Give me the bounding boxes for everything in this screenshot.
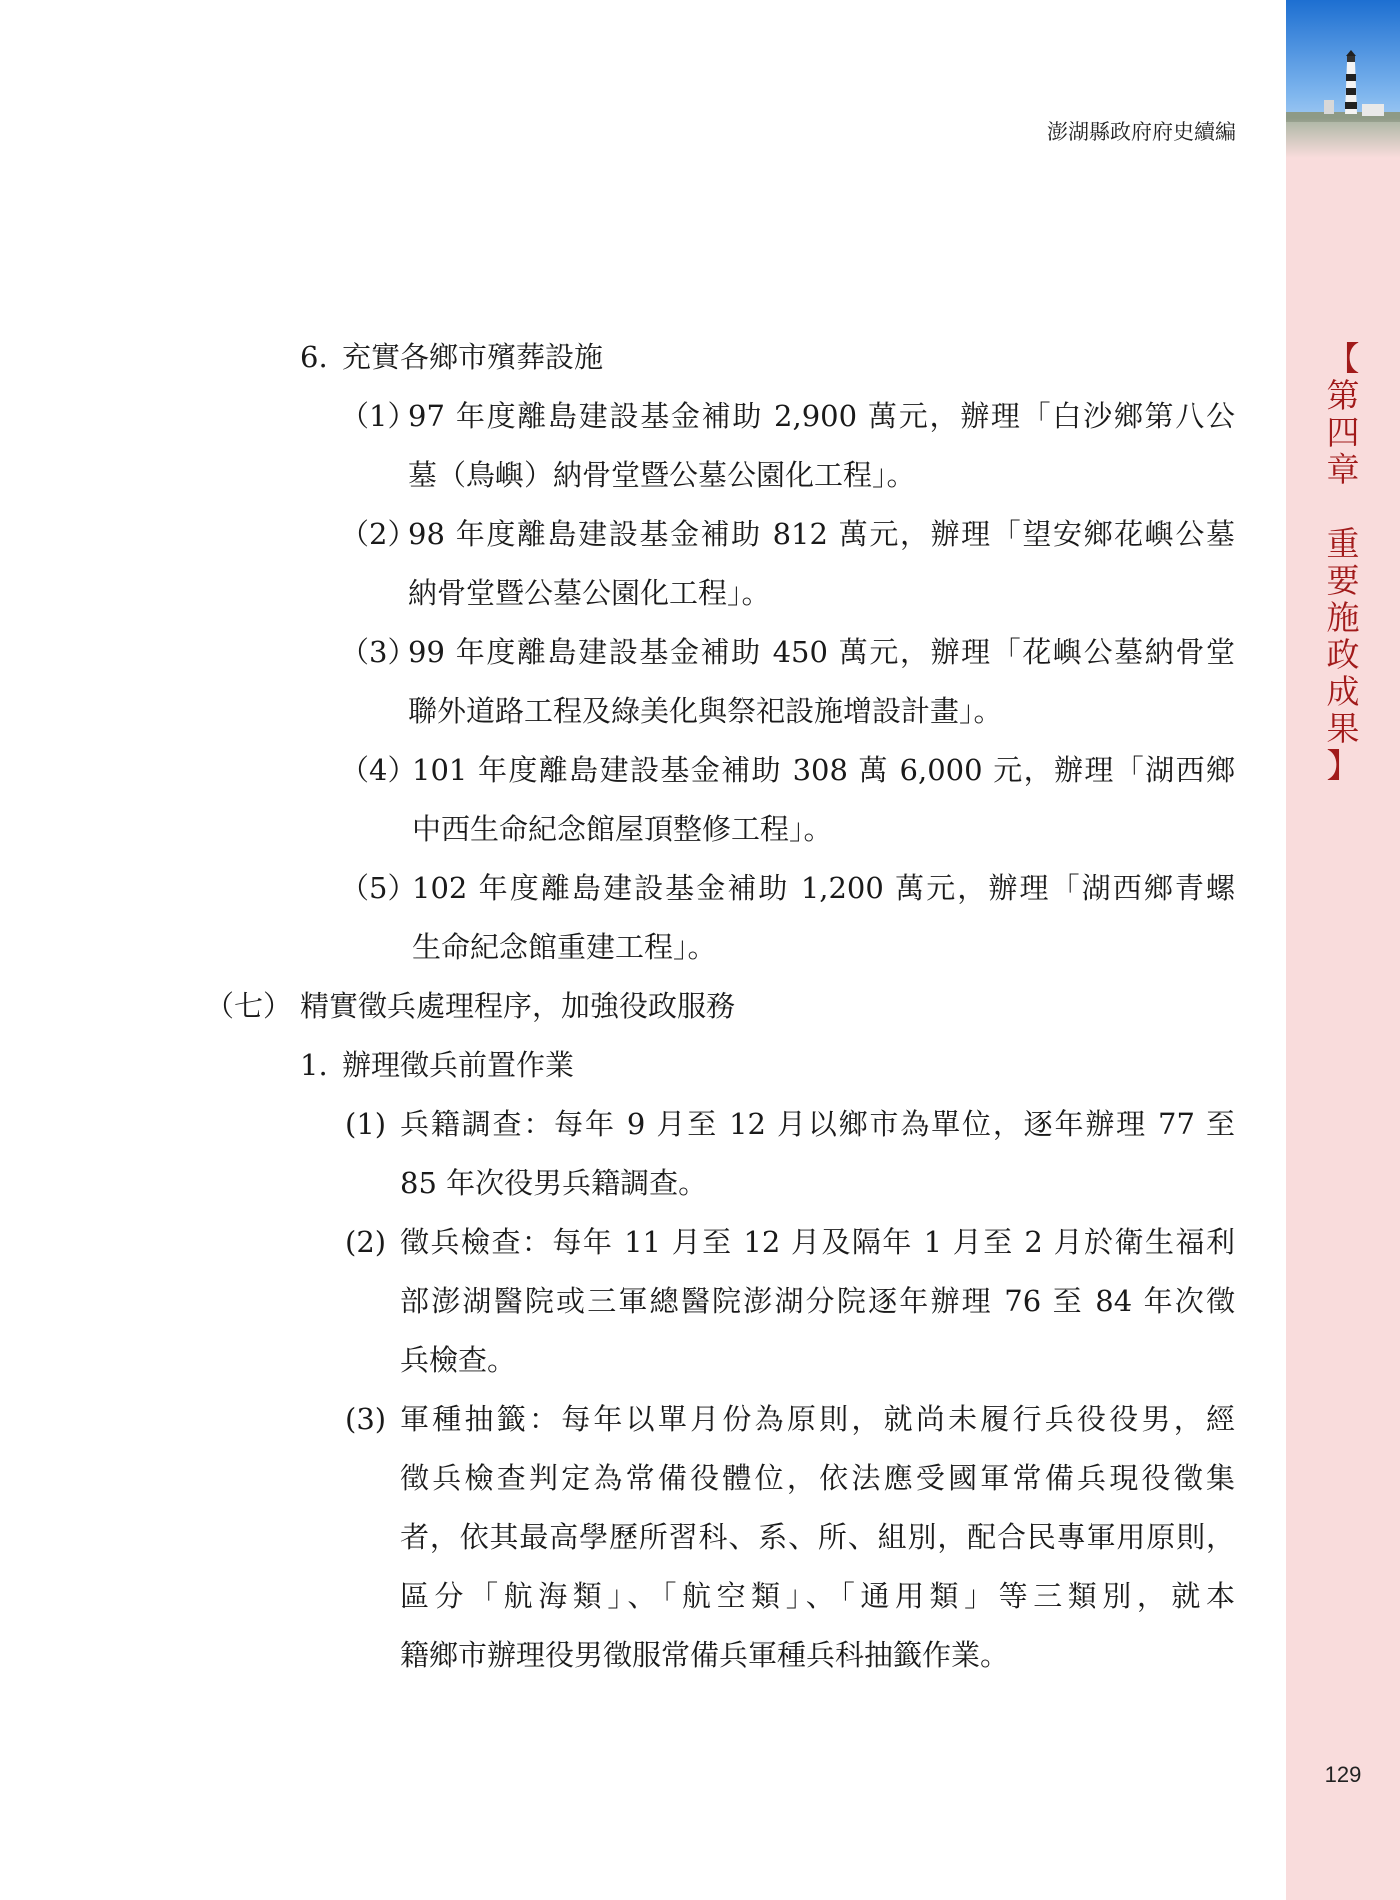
- chapter-char: 四: [1326, 413, 1360, 452]
- item-text: 軍種抽籤：每年以單月份為原則，就尚未履行兵役役男，經: [400, 1402, 1235, 1436]
- chapter-side-strip: [1286, 0, 1400, 1900]
- item-text: 101 年度離島建設基金補助 308 萬 6,000 元，辦理「湖西鄉: [412, 753, 1235, 787]
- item-text: 區分「航海類」、「航空類」、「通用類」等三類別，就本: [400, 1579, 1235, 1613]
- list-item: [205, 741, 1235, 800]
- list-item: [205, 1213, 1235, 1272]
- section-title: 充實各鄉市殯葬設施: [342, 340, 604, 374]
- item-text: 兵檢查。: [400, 1343, 517, 1377]
- chapter-char: 重: [1326, 524, 1360, 563]
- list-item: [205, 387, 1235, 446]
- item-text: 籍鄉市辦理役男徵服常備兵軍種兵科抽籤作業。: [400, 1638, 1010, 1672]
- chapter-char: 第: [1326, 376, 1360, 415]
- list-item-continuation: [205, 1331, 1235, 1390]
- chapter-tab: [1308, 340, 1378, 784]
- lighthouse-photo: [1286, 0, 1400, 158]
- item-text: 97 年度離島建設基金補助 2,900 萬元，辦理「白沙鄉第八公: [408, 399, 1235, 433]
- chapter-char: 章: [1326, 450, 1360, 489]
- chapter-char: 成: [1326, 672, 1360, 711]
- list-item-continuation: [205, 1154, 1235, 1213]
- list-item-continuation: [205, 1567, 1235, 1626]
- item-text: 者，依其最高學歷所習科、系、所、組別，配合民專軍用原則，: [400, 1520, 1235, 1554]
- chapter-char: 】: [1326, 746, 1360, 785]
- subsection-number: 1.: [300, 1048, 328, 1082]
- section-number: 6.: [300, 340, 328, 374]
- chapter-char: 施: [1326, 598, 1360, 637]
- list-item-continuation: [205, 1449, 1235, 1508]
- subsection-heading: [205, 1036, 1235, 1095]
- item-marker: (3): [345, 1402, 387, 1436]
- chapter-char: 果: [1326, 709, 1360, 748]
- running-header: 澎湖縣政府府史續編: [1047, 120, 1236, 144]
- item-text: 102 年度離島建設基金補助 1,200 萬元，辦理「湖西鄉青螺: [412, 871, 1235, 905]
- item-marker: （4）: [340, 753, 417, 787]
- list-item-continuation: [205, 1272, 1235, 1331]
- item-text: 墓（鳥嶼）納骨堂暨公墓公園化工程」。: [408, 458, 916, 492]
- item-marker: （3）: [340, 635, 417, 669]
- chapter-char: 要: [1326, 561, 1360, 600]
- item-text: 生命紀念館重建工程」。: [412, 930, 717, 964]
- item-marker: (2): [345, 1225, 387, 1259]
- list-item: [205, 1095, 1235, 1154]
- section-marker: （七）: [205, 989, 293, 1023]
- list-item: [205, 1390, 1235, 1449]
- list-item-continuation: [205, 446, 1235, 505]
- subsection-title: 辦理徵兵前置作業: [342, 1048, 575, 1082]
- item-text: 部澎湖醫院或三軍總醫院澎湖分院逐年辦理 76 至 84 年次徵: [400, 1284, 1235, 1318]
- page-number: 129: [1324, 1762, 1362, 1787]
- section-heading: [205, 328, 1235, 387]
- item-text: 中西生命紀念館屋頂整修工程」。: [412, 812, 833, 846]
- item-text: 兵籍調查：每年 9 月至 12 月以鄉市為單位，逐年辦理 77 至: [400, 1107, 1235, 1141]
- list-item-continuation: [205, 918, 1235, 977]
- list-item: [205, 859, 1235, 918]
- list-item-continuation: [205, 1508, 1235, 1567]
- item-text: 納骨堂暨公墓公園化工程」。: [408, 576, 771, 610]
- item-marker: （1）: [340, 399, 417, 433]
- item-marker: （2）: [340, 517, 417, 551]
- list-item-continuation: [205, 564, 1235, 623]
- section-heading: [205, 977, 1235, 1036]
- item-marker: （5）: [340, 871, 417, 905]
- list-item: [205, 505, 1235, 564]
- item-text: 99 年度離島建設基金補助 450 萬元，辦理「花嶼公墓納骨堂: [408, 635, 1235, 669]
- list-item-continuation: [205, 800, 1235, 859]
- list-item-continuation: [205, 682, 1235, 741]
- document-body: [205, 328, 1235, 1685]
- item-marker: (1): [345, 1107, 387, 1141]
- section-title: 精實徵兵處理程序，加強役政服務: [300, 989, 736, 1023]
- item-text: 徵兵檢查判定為常備役體位，依法應受國軍常備兵現役徵集: [400, 1461, 1235, 1495]
- list-item-continuation: [205, 1626, 1235, 1685]
- chapter-char: 政: [1326, 635, 1360, 674]
- list-item: [205, 623, 1235, 682]
- item-text: 85 年次役男兵籍調查。: [400, 1166, 708, 1200]
- item-text: 聯外道路工程及綠美化與祭祀設施增設計畫」。: [408, 694, 1003, 728]
- item-text: 98 年度離島建設基金補助 812 萬元，辦理「望安鄉花嶼公墓: [408, 517, 1235, 551]
- item-text: 徵兵檢查：每年 11 月至 12 月及隔年 1 月至 2 月於衛生福利: [400, 1225, 1235, 1259]
- chapter-char: 【: [1326, 339, 1360, 378]
- chapter-char: [1308, 488, 1378, 525]
